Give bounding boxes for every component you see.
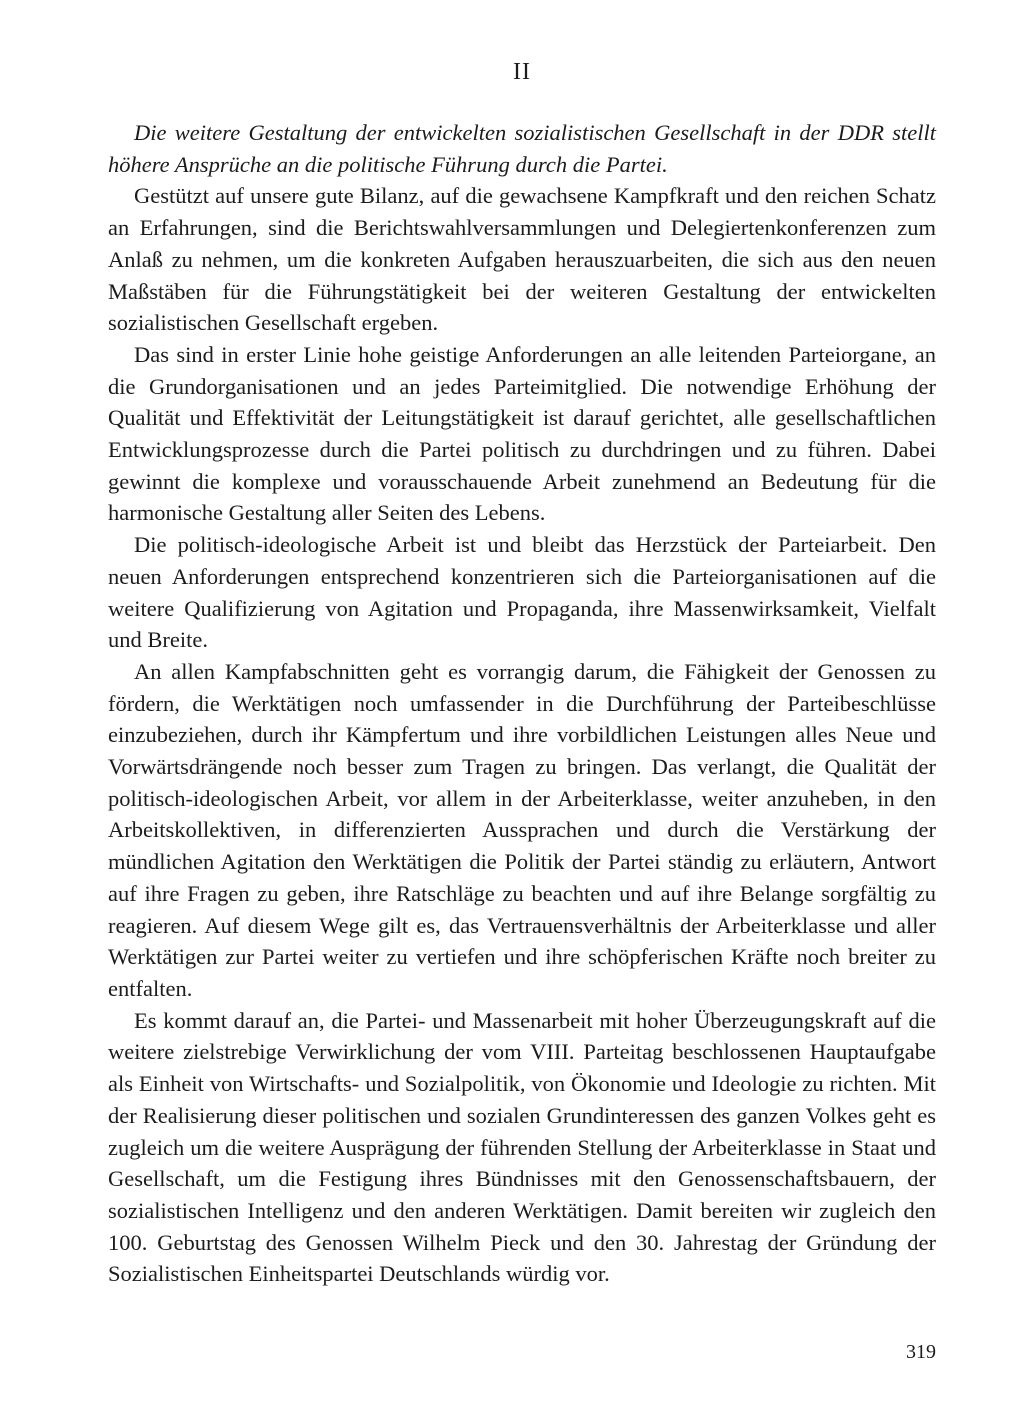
lead-paragraph: Die weitere Gestaltung der entwickelten sozialistischen Gesellschaft in der DDR stellt höhere Ansprüche an die politische Führung durch die Partei. (108, 120, 936, 177)
paragraph: Das sind in erster Linie hohe geistige Anforderungen an alle leitenden Parteiorgane, an die Grundorganisationen und an jedes Parteimitglied. Die notwendige Erhöhung der Qualität und Effektivität der Leitungstätigkeit ist darauf gerichtet, alle gesellschaftlichen Entwicklungsprozesse durch die Partei politisch zu durchdringen und zu führen. Dabei gewinnt die komplexe und vorausschauende Arbeit zunehmend an Bedeutung für die harmonische Gestaltung aller Seiten des Lebens. (108, 341, 936, 526)
document-page (108, 0, 936, 1426)
section-heading: II (513, 59, 531, 85)
page-number: 319 (906, 1341, 936, 1363)
body-text (108, 117, 936, 1290)
paragraph: An allen Kampfabschnitten geht es vorrangig darum, die Fähigkeit der Genossen zu fördern, die Werktätigen noch umfassender in die Durchführung der Parteibeschlüsse einzubeziehen, durch ihr Kämpfertum und ihre vorbildlichen Leistungen alles Neue und Vorwärtsdrängende noch besser zum Tragen zu bringen. Das verlangt, die Qualität der politisch-ideologischen Arbeit, vor allem in der Arbeiterklasse, weiter anzuheben, in den Arbeitskollektiven, in differenzierten Aussprachen und durch die Verstärkung der mündlichen Agitation den Werktätigen die Politik der Partei ständig zu erläutern, Antwort auf ihre Fragen zu geben, ihre Ratschläge zu beachten und auf ihre Belange sorgfältig zu reagieren. Auf diesem Wege gilt es, das Vertrauensverhältnis der Arbeiterklasse und aller Werktätigen zur Partei weiter zu vertiefen und ihre schöpferischen Kräfte noch breiter zu entfalten. (108, 658, 936, 1001)
paragraph: Gestützt auf unsere gute Bilanz, auf die gewachsene Kampfkraft und den reichen Schatz an Erfahrungen, sind die Berichtswahlversammlungen und Delegiertenkonferenzen zum Anlaß zu nehmen, um die konkreten Aufgaben herauszuarbeiten, die sich aus den neuen Maßstäben für die Führungstätigkeit bei der weiteren Gestaltung der entwickelten sozialistischen Gesellschaft ergeben. (108, 183, 936, 336)
paragraph: Es kommt darauf an, die Partei- und Massenarbeit mit hoher Überzeugungskraft auf die weitere zielstrebige Verwirklichung der vom VIII. Parteitag beschlossenen Hauptaufgabe als Einheit von Wirtschafts- und Sozialpolitik, von Ökonomie und Ideologie zu richten. Mit der Realisierung dieser politischen und sozialen Grundinteressen des ganzen Volkes geht es zugleich um die weitere Ausprägung der führenden Stellung der Arbeiterklasse in Staat und Gesellschaft, um die Festigung ihres Bündnisses mit den Genossenschaftsbauern, der sozialistischen Intelligenz und den anderen Werktätigen. Damit bereiten wir zugleich den 100. Geburtstag des Genossen Wilhelm Pieck und den 30. Jahrestag der Gründung der Sozialistischen Einheitspartei Deutschlands würdig vor. (108, 1007, 936, 1287)
paragraph: Die politisch-ideologische Arbeit ist und bleibt das Herzstück der Parteiarbeit. Den neuen Anforderungen entsprechend konzentrieren sich die Parteiorganisationen auf die weitere Qualifizierung von Agitation und Propaganda, ihre Massenwirksamkeit, Vielfalt und Breite. (108, 532, 936, 653)
